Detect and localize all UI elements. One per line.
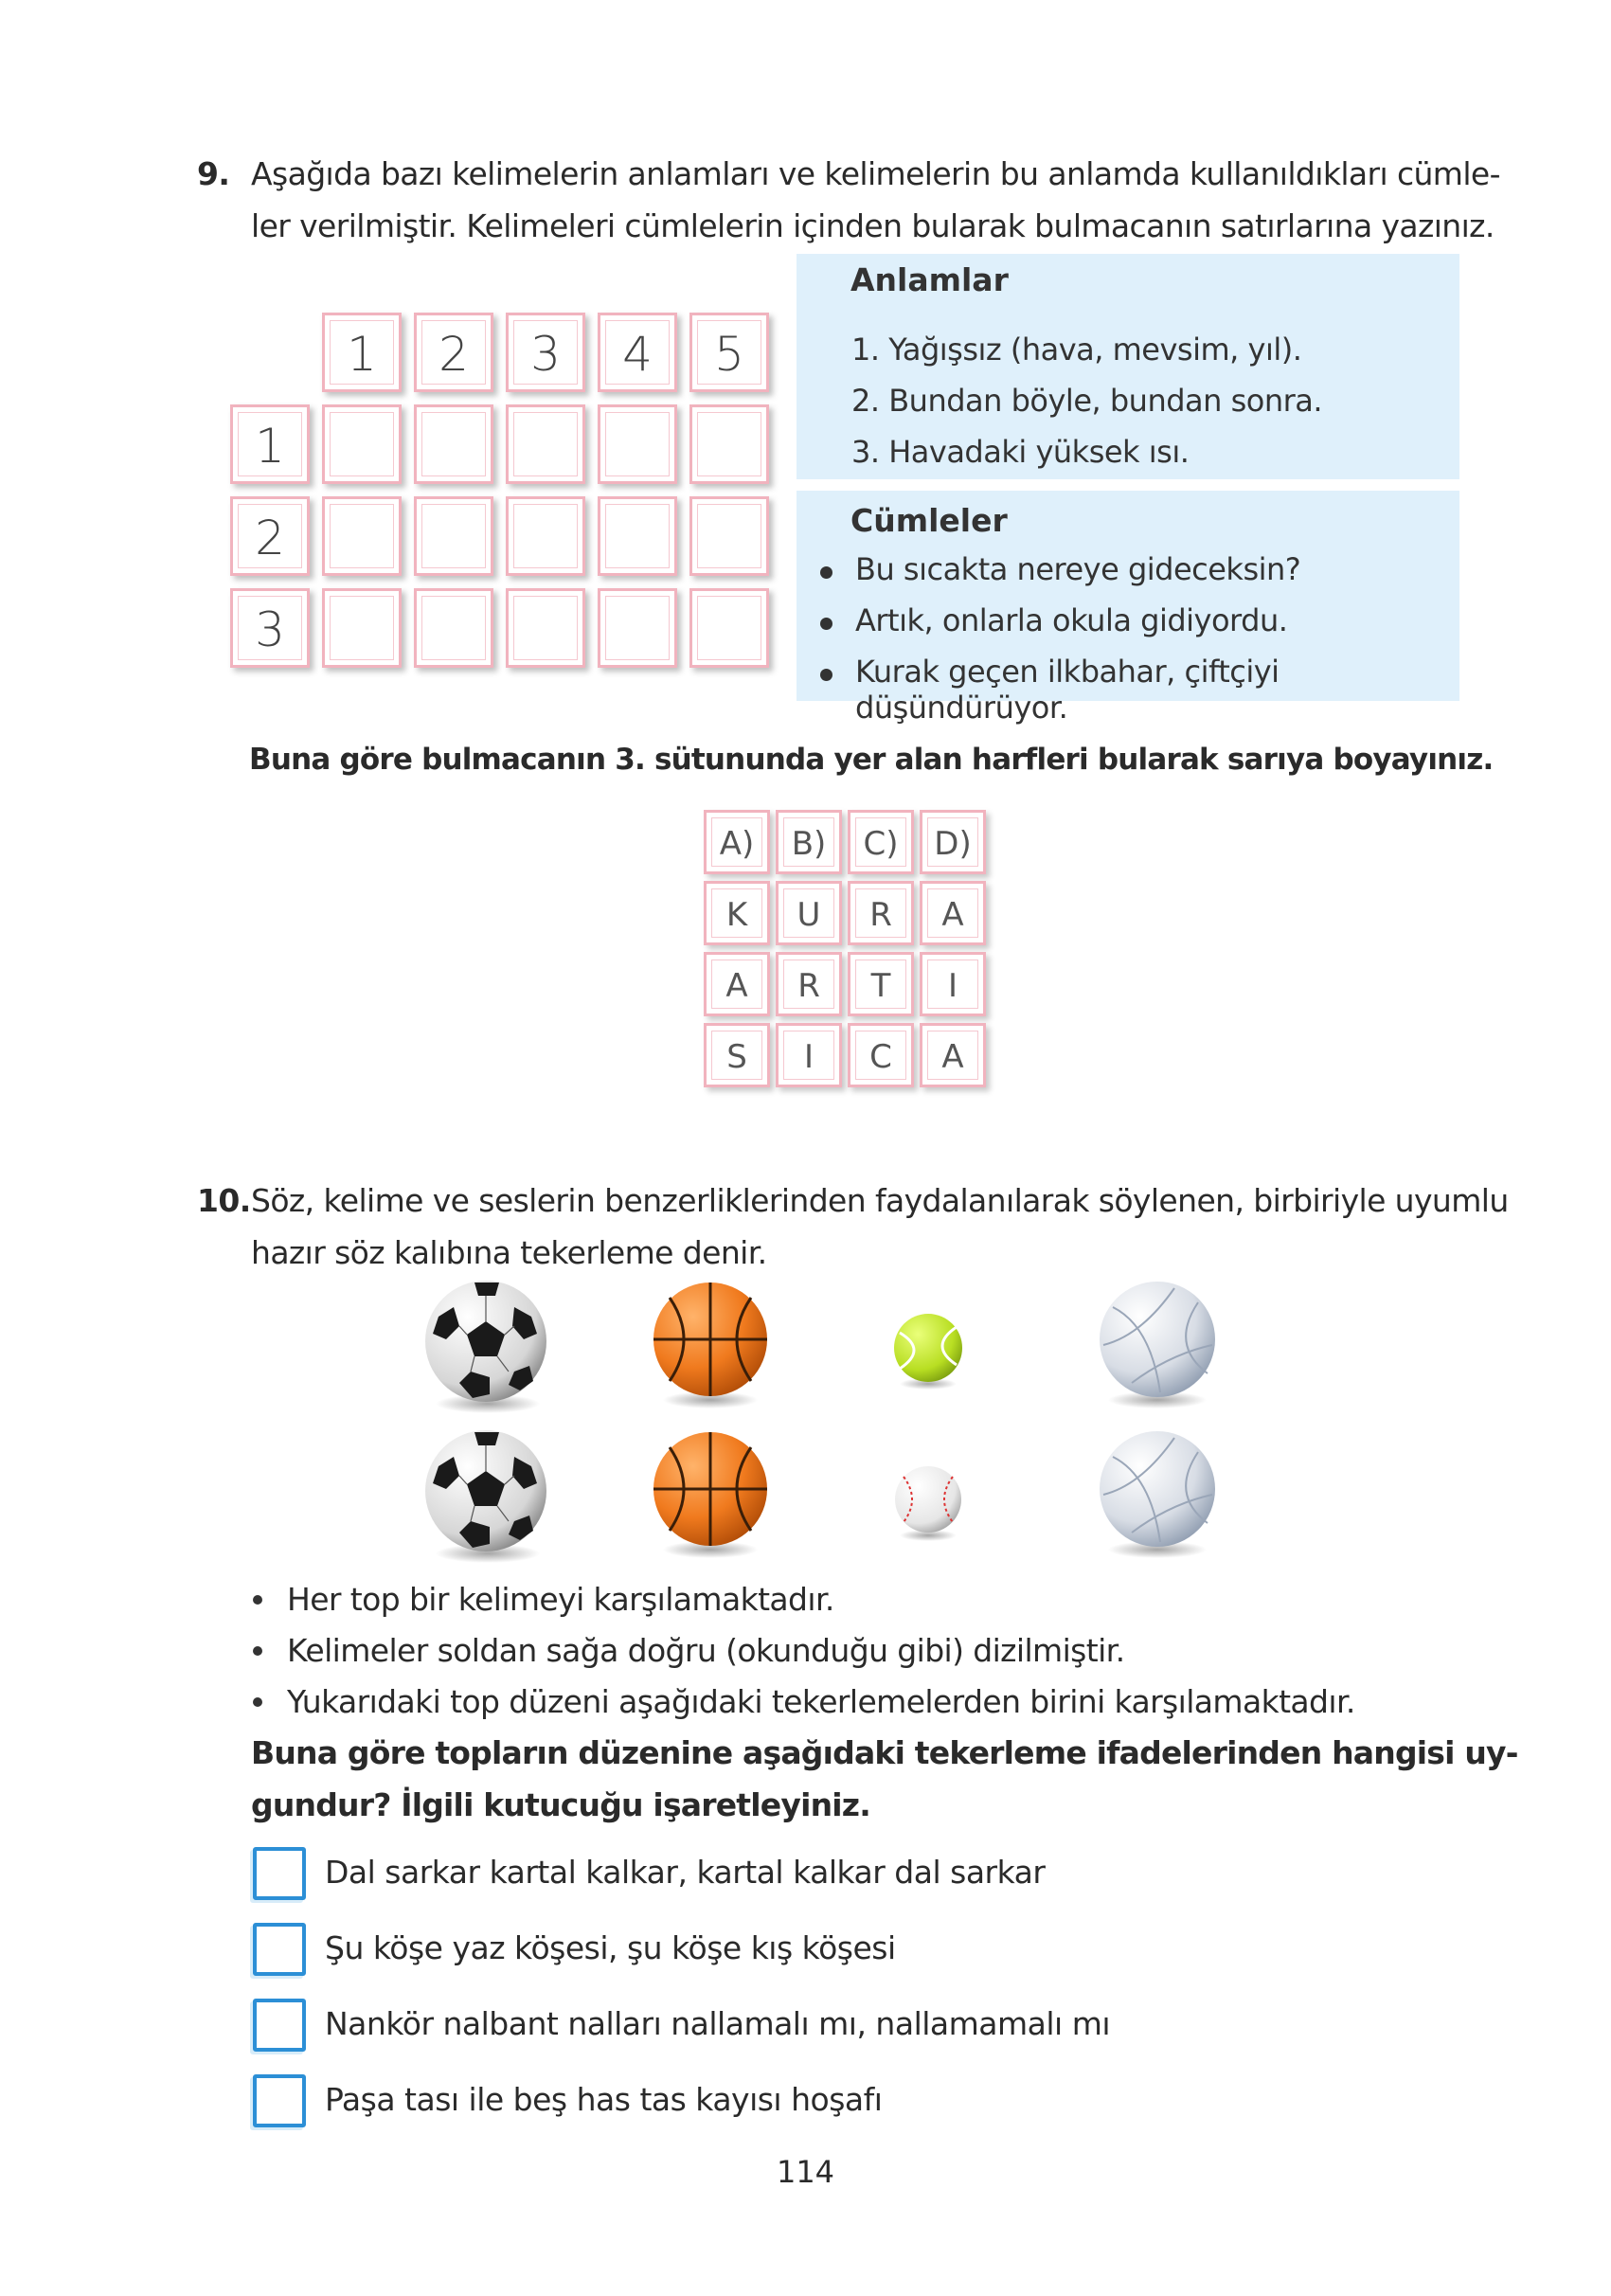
anlamlar-panel — [797, 254, 1459, 479]
option-letter: C — [848, 1023, 914, 1087]
grid-cell[interactable] — [414, 588, 493, 668]
option-d[interactable]: D) — [920, 810, 986, 874]
col-header-3: 3 — [506, 313, 585, 392]
q10-question-line2: gundur? İlgili kutucuğu işaretleyiniz. — [251, 1786, 870, 1823]
q10-bullet-2: Kelimeler soldan sağa doğru (okunduğu gibi) dizilmiştir. — [287, 1632, 1125, 1669]
option-letter: S — [704, 1023, 770, 1087]
q9-instruction: Buna göre bulmacanın 3. sütununda yer alan harfleri bularak sarıya boyayınız. — [249, 743, 1494, 777]
option-a[interactable]: A) — [704, 810, 770, 874]
q10-bullet-1: Her top bir kelimeyi karşılamaktadır. — [287, 1581, 834, 1618]
bullet — [820, 669, 832, 681]
volleyball-icon — [1094, 1428, 1222, 1561]
q10-number: 10. — [197, 1182, 251, 1219]
anlam-item-2: 2. Bundan böyle, bundan sonra. — [851, 383, 1323, 419]
grid-cell[interactable] — [689, 588, 769, 668]
grid-cell[interactable] — [506, 404, 585, 484]
choice-checkbox-1[interactable] — [253, 1847, 306, 1900]
grid-cell[interactable] — [689, 496, 769, 576]
col-header-2: 2 — [414, 313, 493, 392]
choice-text-3: Nankör nalbant nalları nallamalı mı, nallamamalı mı — [325, 2005, 1111, 2042]
q10-question-line1: Buna göre topların düzenine aşağıdaki tekerleme ifadelerinden hangisi uy- — [251, 1734, 1518, 1771]
row-header-3: 3 — [230, 588, 310, 668]
option-letter: U — [776, 881, 842, 945]
cumle-item-3: Kurak geçen ilkbahar, çiftçiyi düşündürüyor. — [855, 654, 1280, 726]
anlamlar-title: Anlamlar — [850, 261, 1009, 298]
option-letter: K — [704, 881, 770, 945]
grid-cell[interactable] — [414, 404, 493, 484]
cumleler-title: Cümleler — [850, 502, 1008, 539]
choice-text-2: Şu köşe yaz köşesi, şu köşe kış köşesi — [325, 1929, 896, 1966]
bullet — [253, 1595, 262, 1605]
option-letter: R — [776, 952, 842, 1016]
option-letter: A — [920, 881, 986, 945]
col-header-1: 1 — [322, 313, 402, 392]
q10-text-line2: hazır söz kalıbına tekerleme denir. — [251, 1234, 767, 1271]
option-letter: A — [920, 1023, 986, 1087]
anlam-item-1: 1. Yağışsız (hava, mevsim, yıl). — [851, 332, 1302, 368]
option-letter: T — [848, 952, 914, 1016]
bullet — [253, 1697, 262, 1707]
grid-cell[interactable] — [414, 496, 493, 576]
choice-checkbox-4[interactable] — [253, 2074, 306, 2127]
tennis-ball-icon — [890, 1312, 966, 1392]
grid-cell[interactable] — [322, 496, 402, 576]
q9-number: 9. — [197, 155, 230, 192]
grid-cell[interactable] — [598, 588, 677, 668]
option-letter: I — [776, 1023, 842, 1087]
bullet — [253, 1646, 262, 1656]
q9-text-line2: ler verilmiştir. Kelimeleri cümlelerin içinden bularak bulmacanın satırlarına yazınız. — [251, 207, 1495, 244]
soccer-ball-icon — [421, 1279, 554, 1416]
grid-cell[interactable] — [322, 404, 402, 484]
cumle-item-1: Bu sıcakta nereye gideceksin? — [855, 551, 1301, 587]
choice-checkbox-2[interactable] — [253, 1923, 306, 1976]
basketball-icon — [649, 1428, 772, 1561]
cumleler-panel — [797, 491, 1459, 726]
grid-cell[interactable] — [322, 588, 402, 668]
basketball-icon — [649, 1279, 772, 1411]
volleyball-icon — [1094, 1279, 1222, 1411]
q9-text-line1: Aşağıda bazı kelimelerin anlamları ve kelimelerin bu anlamda kullanıldıkları cümle- — [251, 155, 1500, 192]
row-header-2: 2 — [230, 496, 310, 576]
bullet — [820, 566, 832, 579]
option-letter: A — [704, 952, 770, 1016]
grid-cell[interactable] — [506, 496, 585, 576]
grid-cell[interactable] — [506, 588, 585, 668]
option-letter: R — [848, 881, 914, 945]
soccer-ball-icon — [421, 1428, 554, 1566]
cumle-item-2: Artık, onlarla okula gidiyordu. — [855, 602, 1288, 638]
choice-text-1: Dal sarkar kartal kalkar, kartal kalkar dal sarkar — [325, 1854, 1046, 1891]
anlam-item-3: 3. Havadaki yüksek ısı. — [851, 434, 1190, 470]
q10-text-line1: Söz, kelime ve seslerin benzerliklerinden faydalanılarak söylenen, birbiriyle uyumlu — [251, 1182, 1509, 1219]
option-letter: I — [920, 952, 986, 1016]
q10-bullet-3: Yukarıdaki top düzeni aşağıdaki tekerlemelerden birini karşılamaktadır. — [287, 1683, 1355, 1720]
option-b[interactable]: B) — [776, 810, 842, 874]
col-header-5: 5 — [689, 313, 769, 392]
choice-text-4: Paşa tası ile beş has tas kayısı hoşafı — [325, 2081, 883, 2118]
bullet — [820, 618, 832, 630]
choice-checkbox-3[interactable] — [253, 1999, 306, 2052]
row-header-1: 1 — [230, 404, 310, 484]
grid-cell[interactable] — [598, 404, 677, 484]
grid-cell[interactable] — [689, 404, 769, 484]
page-number: 114 — [776, 2154, 835, 2190]
baseball-icon — [890, 1463, 966, 1544]
grid-cell[interactable] — [598, 496, 677, 576]
option-c[interactable]: C) — [848, 810, 914, 874]
col-header-4: 4 — [598, 313, 677, 392]
